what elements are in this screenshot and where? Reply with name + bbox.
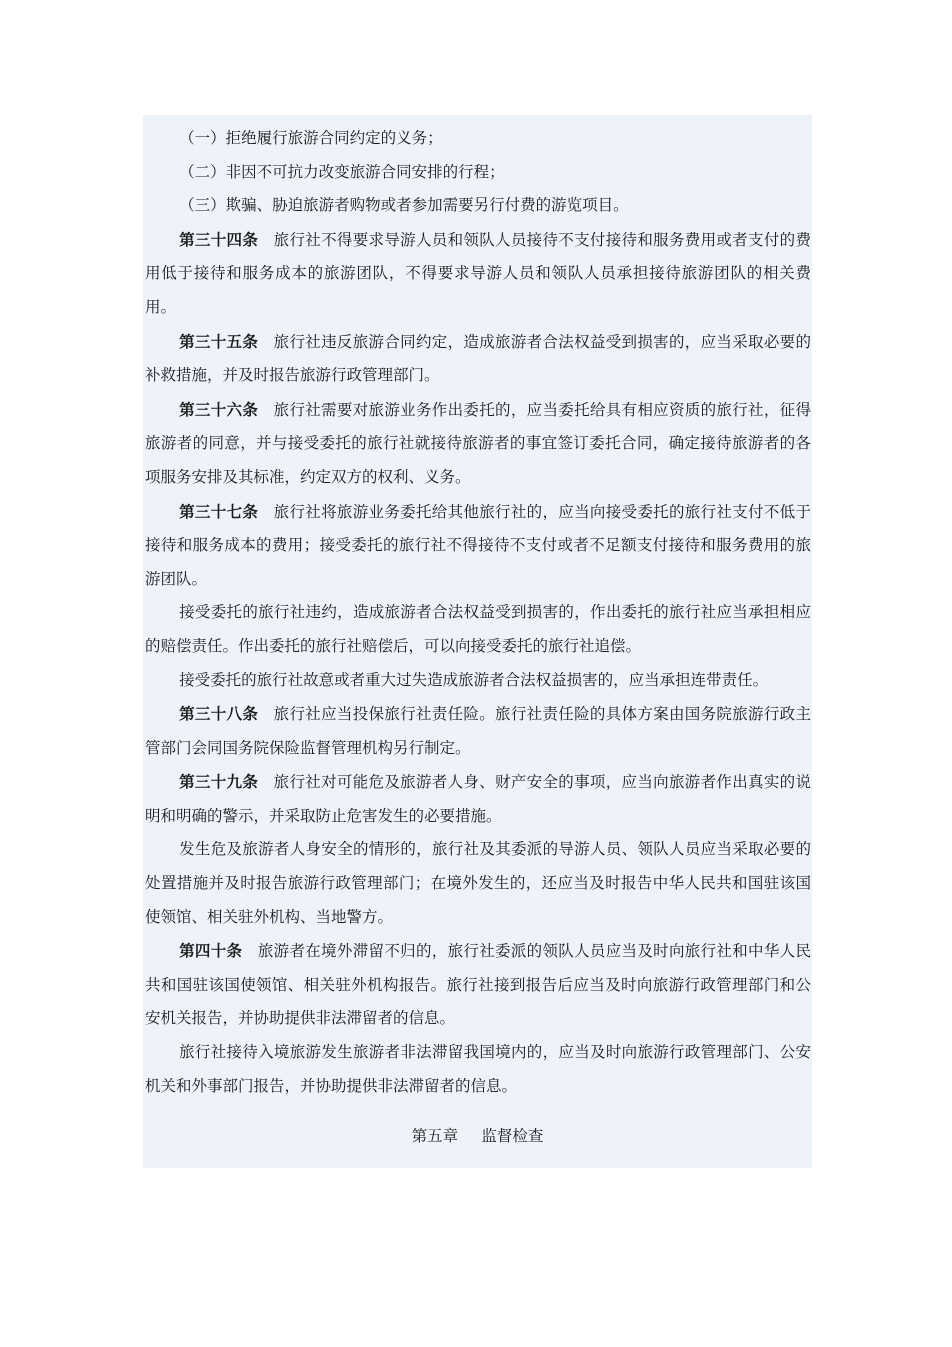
sub-paragraph [145,1036,811,1103]
document-body [145,122,811,1103]
article-paragraph [145,325,811,393]
paragraph-text: （三）欺骗、胁迫旅游者购物或者参加需要另行付费的游览项目。 [179,196,629,215]
sub-paragraph [145,664,811,698]
article-paragraph [145,765,811,833]
paragraph-text: 旅行社将旅游业务委托给其他旅行社的，应当向接受委托的旅行社支付不低于接待和服务成本的费用；接受委托的旅行社不得接待不支付或者不足额支付接待和服务费用的旅游团队。 [145,502,811,588]
chapter-number: 第五章 [411,1127,459,1145]
article-number: 第三十八条 [179,704,259,724]
article-number: 第三十五条 [179,331,259,351]
paragraph-text: 旅行社对可能危及旅游者人身、财产安全的事项，应当向旅游者作出真实的说明和明确的警示，并采取防止危害发生的必要措施。 [145,773,811,825]
article-paragraph [145,697,811,765]
article-number: 第三十六条 [179,399,259,419]
clause-paragraph [145,122,811,156]
article-number: 第三十九条 [179,772,259,792]
article-paragraph [145,934,811,1036]
article-paragraph [145,393,811,495]
paragraph-text: （一）拒绝履行旅游合同约定的义务； [179,129,443,147]
paragraph-text: 旅行社接待入境旅游发生旅游者非法滞留我国境内的，应当及时向旅游行政管理部门、公安机关和外事部门报告，并协助提供非法滞留者的信息。 [145,1043,811,1095]
sub-paragraph [145,596,811,663]
paragraph-text: 旅游者在境外滞留不归的，旅行社委派的领队人员应当及时向旅行社和中华人民共和国驻该国使领馆、相关驻外机构报告。旅行社接到报告后应当及时向旅游行政管理部门和公安机关报告，并协助提供非法滞留者的信息。 [145,942,811,1028]
clause-paragraph [145,156,811,190]
article-paragraph [145,495,811,597]
chapter-heading [143,1120,812,1154]
paragraph-text: 发生危及旅游者人身安全的情形的，旅行社及其委派的导游人员、领队人员应当采取必要的处置措施并及时报告旅游行政管理部门；在境外发生的，还应当及时报告中华人民共和国驻该国使领馆、相关驻外机构、当地警方。 [145,840,811,926]
article-number: 第四十条 [179,941,243,961]
article-paragraph [145,223,811,325]
paragraph-text: 旅行社需要对旅游业务作出委托的，应当委托给具有相应资质的旅行社，征得旅游者的同意，并与接受委托的旅行社就接待旅游者的事宜签订委托合同，确定接待旅游者的各项服务安排及其标准，约定双方的权利、义务。 [145,400,811,486]
paragraph-text: 旅行社应当投保旅行社责任险。旅行社责任险的具体方案由国务院旅游行政主管部门会同国务院保险监督管理机构另行制定。 [145,705,811,757]
article-number: 第三十四条 [179,229,259,249]
paragraph-text: 旅行社不得要求导游人员和领队人员接待不支付接待和服务费用或者支付的费用低于接待和服务成本的旅游团队，不得要求导游人员和领队人员承担接待旅游团队的相关费用。 [145,230,811,316]
paragraph-text: 接受委托的旅行社违约，造成旅游者合法权益受到损害的，作出委托的旅行社应当承担相应的赔偿责任。作出委托的旅行社赔偿后，可以向接受委托的旅行社追偿。 [145,603,811,655]
paragraph-text: 旅行社违反旅游合同约定，造成旅游者合法权益受到损害的，应当采取必要的补救措施，并及时报告旅游行政管理部门。 [145,332,811,385]
article-number: 第三十七条 [179,501,259,521]
paragraph-text: 接受委托的旅行社故意或者重大过失造成旅游者合法权益损害的，应当承担连带责任。 [179,670,769,689]
chapter-title: 监督检查 [481,1127,544,1145]
clause-paragraph [145,189,811,223]
sub-paragraph [145,833,811,934]
paragraph-text: （二）非因不可抗力改变旅游合同安排的行程； [179,162,505,181]
